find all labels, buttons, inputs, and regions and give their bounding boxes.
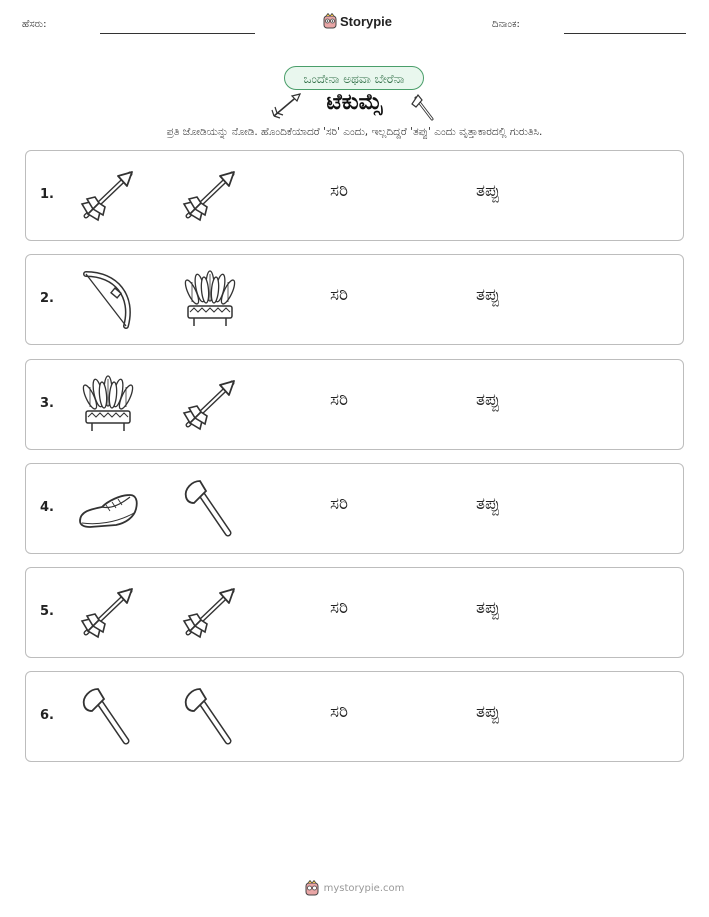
arrow-icon bbox=[76, 164, 140, 228]
footer bbox=[0, 880, 709, 896]
arrow-icon bbox=[178, 164, 242, 228]
question-row bbox=[25, 359, 684, 450]
answer-option-correct[interactable]: ಸರಿ bbox=[330, 702, 349, 722]
name-field[interactable] bbox=[100, 33, 255, 34]
page-title: ಟೆಕುಮ್ಸೆ bbox=[326, 90, 383, 115]
bow-icon bbox=[76, 268, 140, 332]
arrow-icon bbox=[178, 581, 242, 645]
answer-option-wrong[interactable]: ತಪ್ಪು bbox=[476, 494, 501, 514]
answer-option-correct[interactable]: ಸರಿ bbox=[330, 181, 349, 201]
question-row bbox=[25, 671, 684, 762]
brand-name: Storypie bbox=[340, 13, 393, 29]
question-number: 3. bbox=[40, 396, 54, 411]
question-row bbox=[25, 150, 684, 241]
worksheet-header bbox=[0, 0, 709, 40]
worksheet-type-badge: ಒಂದೇನಾ ಅಥವಾ ಬೇರೆನಾ bbox=[284, 66, 424, 90]
answer-option-wrong[interactable]: ತಪ್ಪು bbox=[476, 181, 501, 201]
brand-logo bbox=[323, 13, 392, 29]
question-row bbox=[25, 567, 684, 658]
headdress-icon bbox=[178, 268, 242, 332]
footer-url: mystorypie.com bbox=[323, 882, 405, 894]
question-number: 1. bbox=[40, 187, 54, 202]
axe-icon bbox=[408, 92, 438, 122]
answer-option-correct[interactable]: ಸರಿ bbox=[330, 598, 349, 618]
question-row bbox=[25, 463, 684, 554]
question-number: 2. bbox=[40, 291, 54, 306]
axe-icon bbox=[178, 685, 242, 749]
arrow-icon bbox=[178, 373, 242, 437]
question-row bbox=[25, 254, 684, 345]
answer-option-wrong[interactable]: ತಪ್ಪು bbox=[476, 285, 501, 305]
question-number: 5. bbox=[40, 604, 54, 619]
answer-option-correct[interactable]: ಸರಿ bbox=[330, 494, 349, 514]
question-number: 6. bbox=[40, 708, 54, 723]
question-number: 4. bbox=[40, 500, 54, 515]
instructions-text: ಪ್ರತಿ ಜೋಡಿಯನ್ನು ನೋಡಿ. ಹೊಂದಿಕೆಯಾದರೆ 'ಸರಿ' ಎಂದು, ಇಲ್ಲದಿದ್ದರೆ 'ತಪ್ಪು' ಎಂದು ವೃತ್ತಾಕಾರದಲ್ಲಿ ಗುರುತಿಸಿ. bbox=[166, 126, 543, 138]
arrow-icon bbox=[76, 581, 140, 645]
answer-option-wrong[interactable]: ತಪ್ಪು bbox=[476, 390, 501, 410]
storypie-mascot-icon bbox=[305, 880, 319, 896]
headdress-icon bbox=[76, 373, 140, 437]
answer-option-wrong[interactable]: ತಪ್ಪು bbox=[476, 702, 501, 722]
storypie-mascot-icon bbox=[323, 13, 337, 29]
axe-icon bbox=[76, 685, 140, 749]
answer-option-correct[interactable]: ಸರಿ bbox=[330, 285, 349, 305]
moccasin-icon bbox=[76, 477, 140, 541]
date-label: ದಿನಾಂಕ: bbox=[492, 19, 520, 30]
axe-icon bbox=[178, 477, 242, 541]
answer-option-correct[interactable]: ಸರಿ bbox=[330, 390, 349, 410]
name-label: ಹೆಸರು: bbox=[22, 19, 47, 30]
date-field[interactable] bbox=[564, 33, 686, 34]
answer-option-wrong[interactable]: ತಪ್ಪು bbox=[476, 598, 501, 618]
